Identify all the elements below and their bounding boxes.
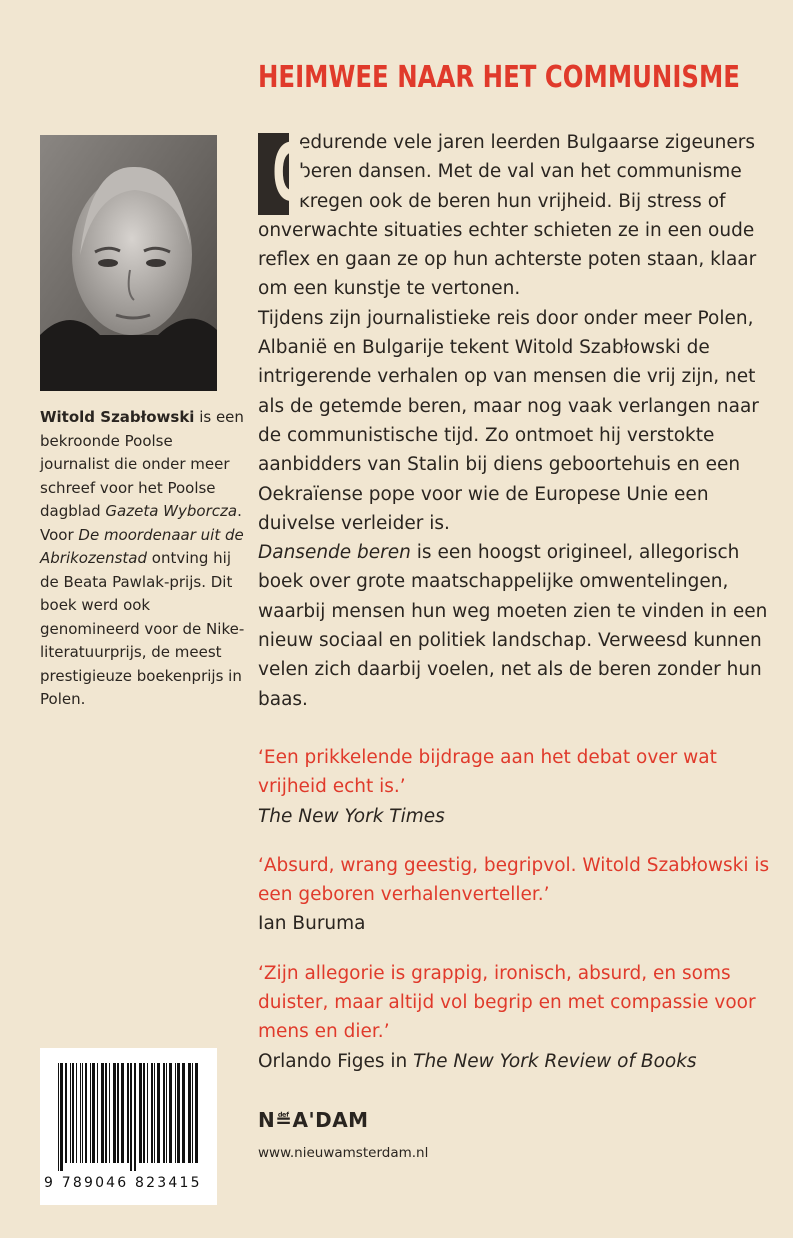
barcode-bar bbox=[177, 1063, 180, 1163]
publisher-url: www.nieuwamsterdam.nl bbox=[258, 1145, 429, 1161]
barcode-bar bbox=[65, 1063, 67, 1163]
quote-text: ‘Absurd, wrang geestig, begripvol. Witold Szabłowski is een geboren verhalenverteller.’ bbox=[258, 854, 770, 906]
author-bio bbox=[40, 406, 245, 712]
blurb-paragraph-2: Tijdens zijn journalistieke reis door onder meer Polen, Albanië en Bulgarije tekent Witold Szabłowski de intrigerende verhalen op van mensen die vrij zijn, net als de getemde beren, maar nog vaak verlangen naar de communistische tijd. Zo ontmoet hij verstokte aanbidders van Stalin bij diens geboortehuis en een Oekraïense pope voor wie de Europese Unie een duivelse verleider is. bbox=[258, 307, 759, 534]
barcode-bar bbox=[134, 1063, 136, 1171]
barcode-bar bbox=[121, 1063, 124, 1163]
author-photo bbox=[40, 135, 217, 391]
bio-text-2: . Voor bbox=[40, 502, 242, 544]
bio-newspaper: Gazeta Wyborcza bbox=[105, 502, 238, 520]
barcode-bar bbox=[182, 1063, 185, 1163]
barcode-bar bbox=[90, 1063, 91, 1163]
barcode-bar bbox=[109, 1063, 110, 1163]
barcode-bar bbox=[166, 1063, 167, 1163]
quote-source: The New York Times bbox=[258, 805, 445, 827]
bio-text-3: ontving hij de Beata Pawlak-prijs. Dit boek werd ook genomineerd voor de Nike-literatuurprijs, de meest prestigieuze boekenprijs in Polen. bbox=[40, 549, 245, 708]
publisher-logo: N≝A'DAM bbox=[258, 1108, 369, 1132]
barcode-bar bbox=[175, 1063, 176, 1163]
barcode-bar bbox=[113, 1063, 116, 1163]
barcode-bar bbox=[80, 1063, 81, 1163]
barcode-bar bbox=[58, 1063, 59, 1171]
quote-source: Orlando Figes in The New York Review of Books bbox=[258, 1050, 697, 1072]
blurb bbox=[258, 128, 778, 714]
quote-text: ‘Zijn allegorie is grappig, ironisch, absurd, en soms duister, maar altijd vol begrip en met compassie voor mens en dier.’ bbox=[258, 962, 756, 1043]
barcode-bar bbox=[169, 1063, 172, 1163]
barcode-bar bbox=[60, 1063, 63, 1171]
blurb-paragraph-3-text: is een hoogst origineel, allegorisch boek over grote maatschappelijke omwentelingen, waarbij mensen hun weg moeten zien te vinden in een nieuw sociaal en politiek landschap. Verweesd kunnen velen zich daarbij voelen, net als de beren zonder hun baas. bbox=[258, 542, 768, 710]
review-quote bbox=[258, 851, 778, 939]
drop-cap: G bbox=[258, 133, 289, 215]
barcode-bar bbox=[72, 1063, 74, 1163]
barcode-bar bbox=[143, 1063, 145, 1163]
barcode-bar bbox=[163, 1063, 165, 1163]
cover-title: HEIMWEE NAAR HET COMMUNISME bbox=[258, 60, 740, 95]
barcode-bar bbox=[85, 1063, 87, 1163]
review-quote bbox=[258, 959, 778, 1076]
barcode-bar bbox=[130, 1063, 132, 1171]
barcode-bar bbox=[105, 1063, 107, 1163]
blurb-paragraph-3 bbox=[258, 538, 778, 714]
barcode-bar bbox=[76, 1063, 77, 1163]
author-name: Witold Szabłowski bbox=[40, 408, 195, 426]
barcode-bar bbox=[139, 1063, 142, 1163]
blurb-book-title: Dansende beren bbox=[258, 542, 411, 564]
barcode-bars bbox=[58, 1063, 200, 1171]
isbn-number: 9 789046 823415 bbox=[44, 1175, 202, 1191]
barcode-bar bbox=[195, 1063, 198, 1163]
barcode-bar bbox=[192, 1063, 193, 1163]
review-quotes bbox=[258, 743, 778, 1096]
barcode-bar bbox=[92, 1063, 95, 1163]
barcode-bar bbox=[147, 1063, 148, 1163]
author-portrait-image bbox=[40, 135, 217, 391]
barcode-bar bbox=[82, 1063, 83, 1163]
blurb-paragraph-1: edurende vele jaren leerden Bulgaarse zigeuners beren dansen. Met de val van het communisme kregen ook de beren hun vrijheid. Bij stress of onverwachte situaties echter schieten ze in een oude reflex en gaan ze op hun achterste poten staan, klaar om een kunstje te vertonen. bbox=[258, 132, 757, 300]
bio-book-title: De moordenaar uit de Abrikozenstad bbox=[40, 525, 244, 567]
barcode-bar bbox=[188, 1063, 191, 1163]
review-quote bbox=[258, 743, 778, 831]
barcode-bar bbox=[157, 1063, 160, 1163]
barcode-bar bbox=[70, 1063, 71, 1163]
barcode-bar bbox=[101, 1063, 104, 1163]
barcode-bar bbox=[117, 1063, 119, 1163]
barcode-bar bbox=[151, 1063, 153, 1163]
bio-text-1: is een bekroonde Poolse journalist die onder meer schreef voor het Poolse dagblad bbox=[40, 408, 244, 520]
barcode-bar bbox=[154, 1063, 155, 1163]
barcode-bar bbox=[97, 1063, 98, 1163]
quote-source: Ian Buruma bbox=[258, 913, 366, 935]
quote-text: ‘Een prikkelende bijdrage aan het debat over wat vrijheid echt is.’ bbox=[258, 747, 717, 798]
barcode bbox=[40, 1048, 217, 1205]
barcode-bar bbox=[127, 1063, 129, 1163]
